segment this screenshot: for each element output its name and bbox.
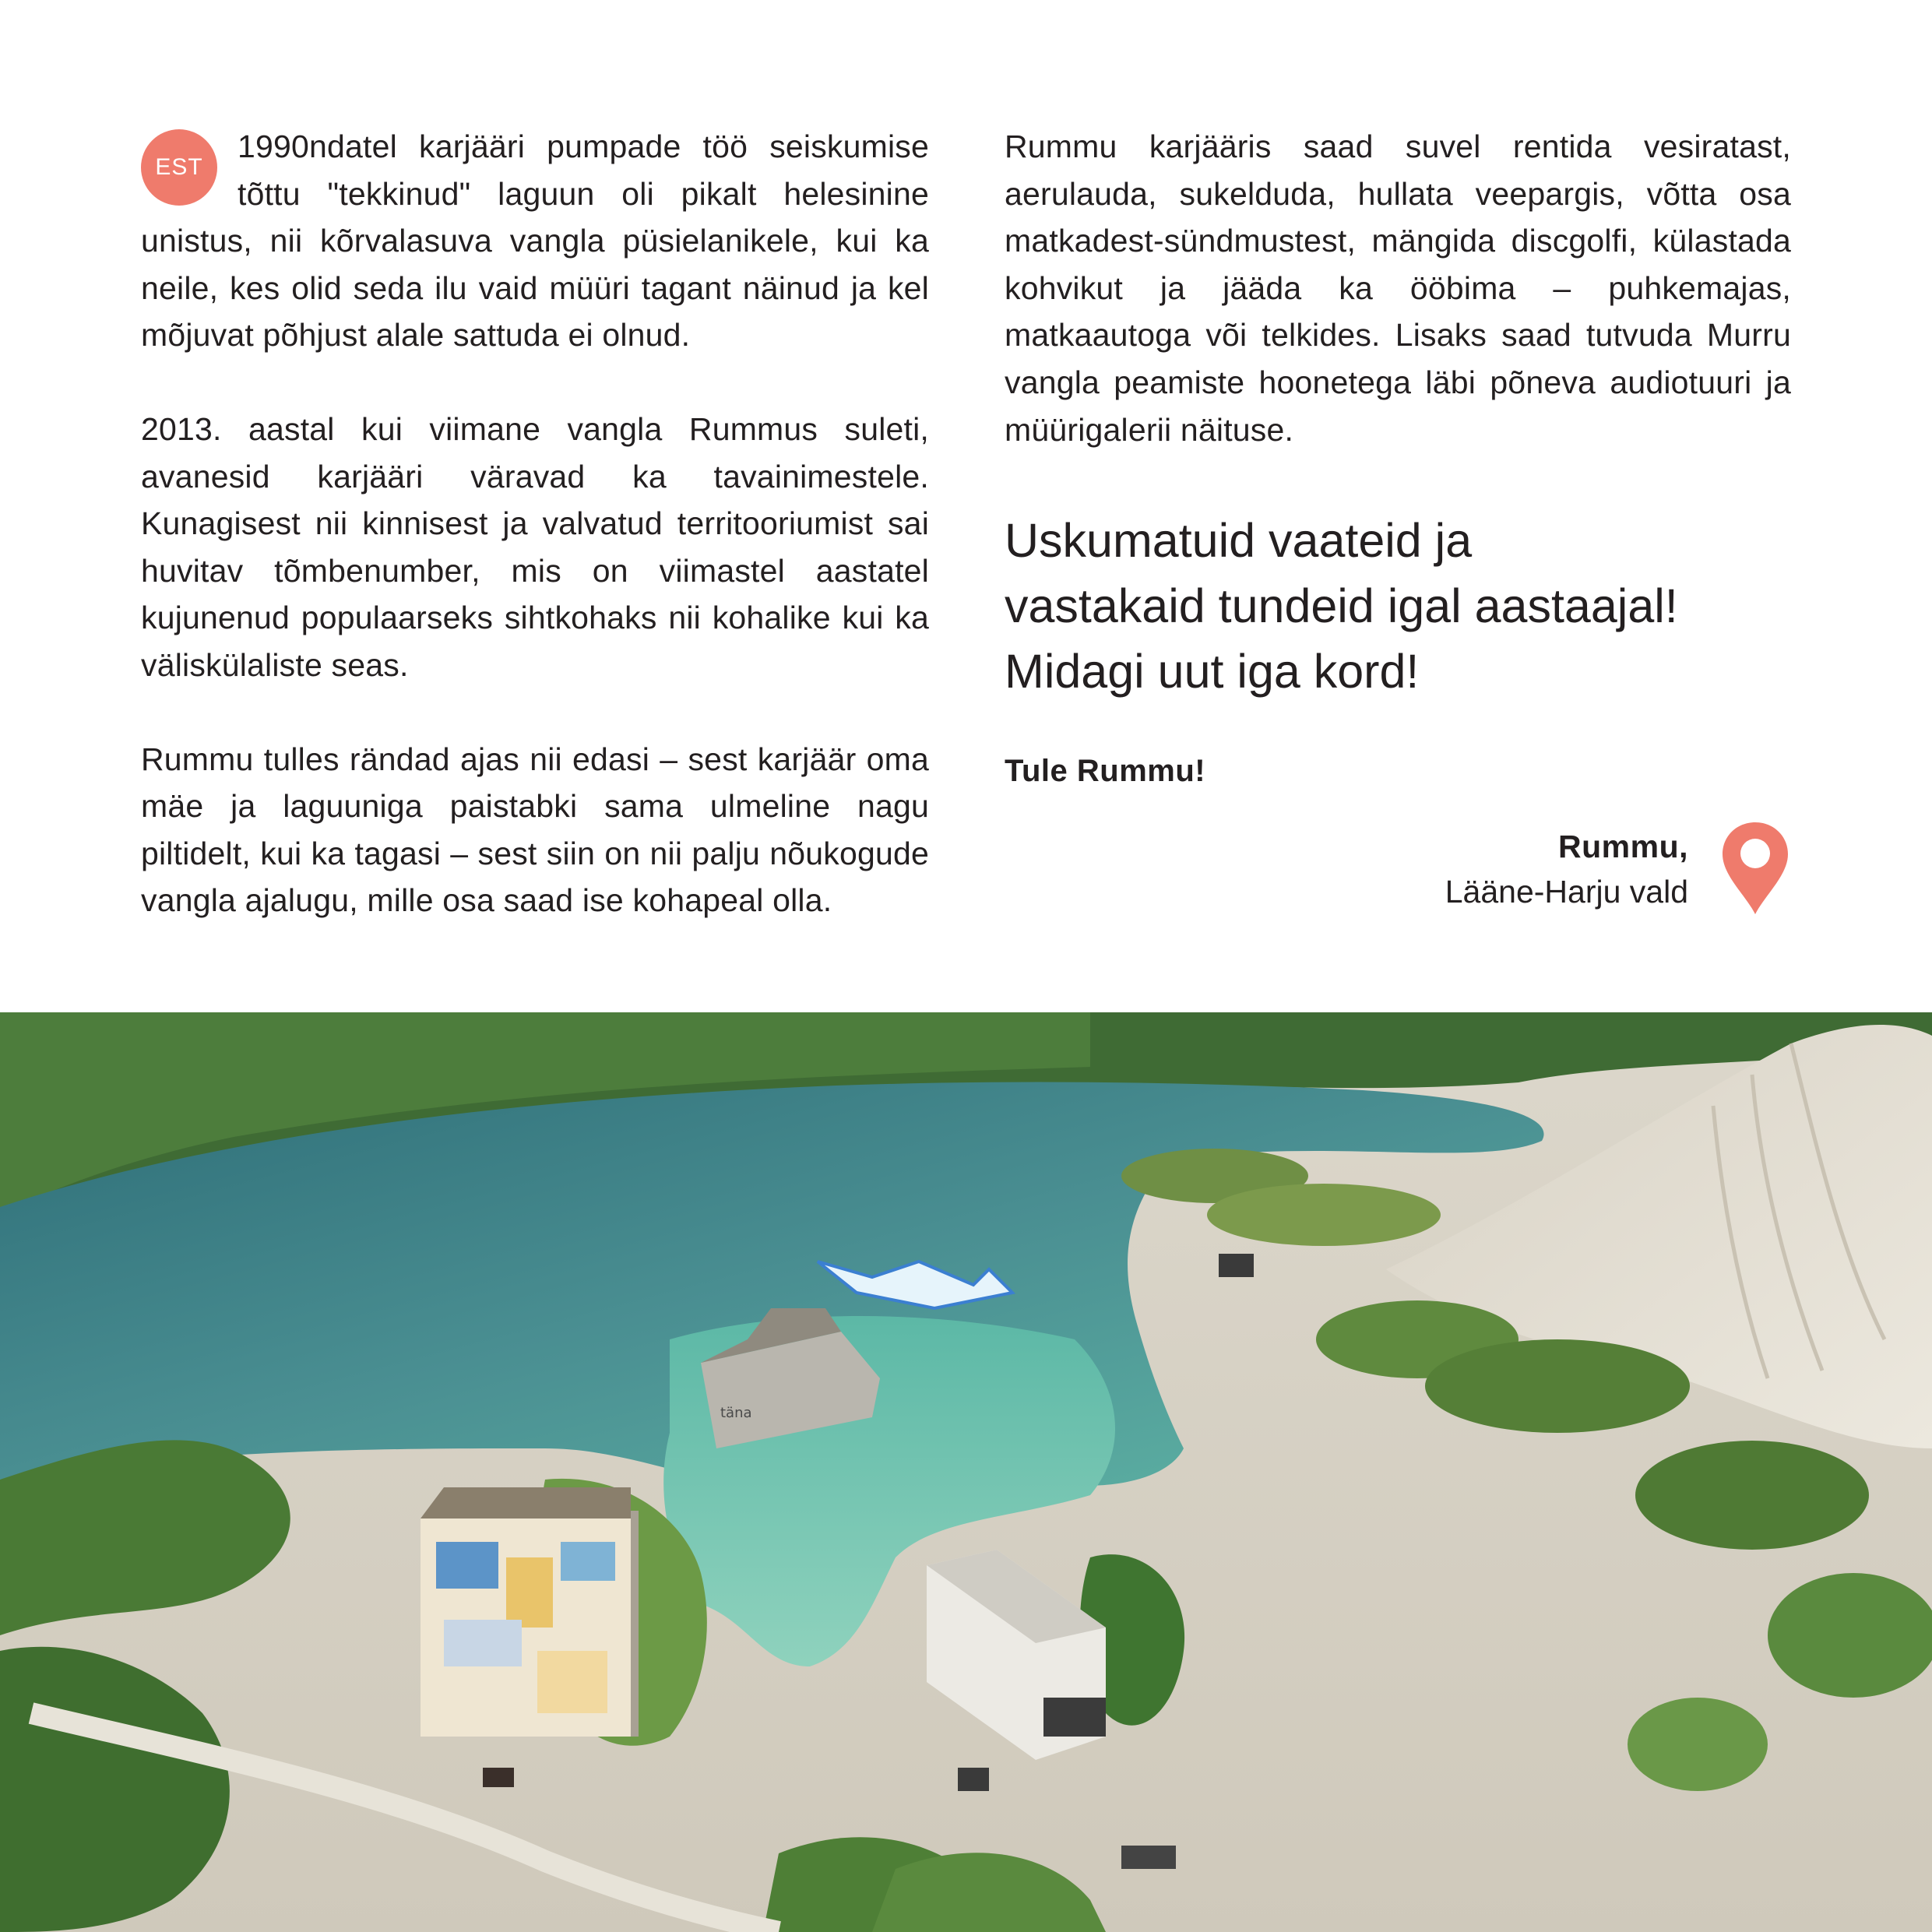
right-column	[1005, 123, 1791, 910]
graffiti-building	[421, 1487, 639, 1737]
location-text	[1445, 824, 1688, 914]
location-region: Lääne-Harju vald	[1445, 874, 1688, 910]
aerial-quarry-lagoon-photo	[0, 1012, 1932, 1932]
activities-paragraph: Rummu karjääris saad suvel rentida vesiratast, aerulauda, sukelduda, hullata veepargis, võtta osa matkadest-sündmustest, mängida discgolfi, külastada kohvikut ja jääda ka ööbima – puhkemajas, matkaautoga või telkides. Lisaks saad tutvuda Murru vangla peamiste hoonetega läbi põneva audiotuuri ja müürigalerii näituse.	[1005, 128, 1791, 448]
tagline-line: Midagi uut iga kord!	[1005, 645, 1420, 699]
photo-illustration	[0, 1012, 1932, 1932]
language-badge: EST	[141, 129, 217, 206]
graffiti-text: täna	[720, 1405, 752, 1421]
tagline	[1005, 508, 1791, 704]
tagline-line: Uskumatuid vaateid ja	[1005, 514, 1473, 568]
intro-paragraph-text: 1990ndatel karjääri pumpade töö seiskumise tõttu "tekkinud" laguun oli pikalt helesinine unistus, nii kõrvalasuva vangla püsielanikele, kui ka neile, kes olid seda ilu vaid müüri tagant näinud ja kel mõjuvat põhjust alale sattuda ei olnud.	[141, 128, 929, 354]
time-travel-paragraph: Rummu tulles rändad ajas nii edasi – sest karjäär oma mäe ja laguuniga paistabki sama ulmeline nagu piltidelt, kui ka tagasi – sest siin on nii palju nõukogude vangla ajalugu, mille osa saad ise kohapeal olla.	[141, 741, 929, 919]
location-name: Rummu,	[1558, 829, 1688, 864]
call-to-action: Tule Rummu!	[1005, 754, 1206, 789]
intro-paragraph	[141, 123, 929, 359]
map-pin-icon	[1719, 819, 1791, 917]
history-paragraph: 2013. aastal kui viimane vangla Rummus suleti, avanesid karjääri väravad ka tavainimestele. Kunagisest nii kinnisest ja valvatud territooriumist sai huvitav tõmbenumber, mis on viimastel aastatel kujunenud populaarseks sihtkohaks nii kohalike kui ka väliskülaliste seas.	[141, 410, 929, 683]
tagline-line: vastakaid tundeid igal aastaajal!	[1005, 579, 1678, 633]
left-column	[141, 123, 929, 924]
